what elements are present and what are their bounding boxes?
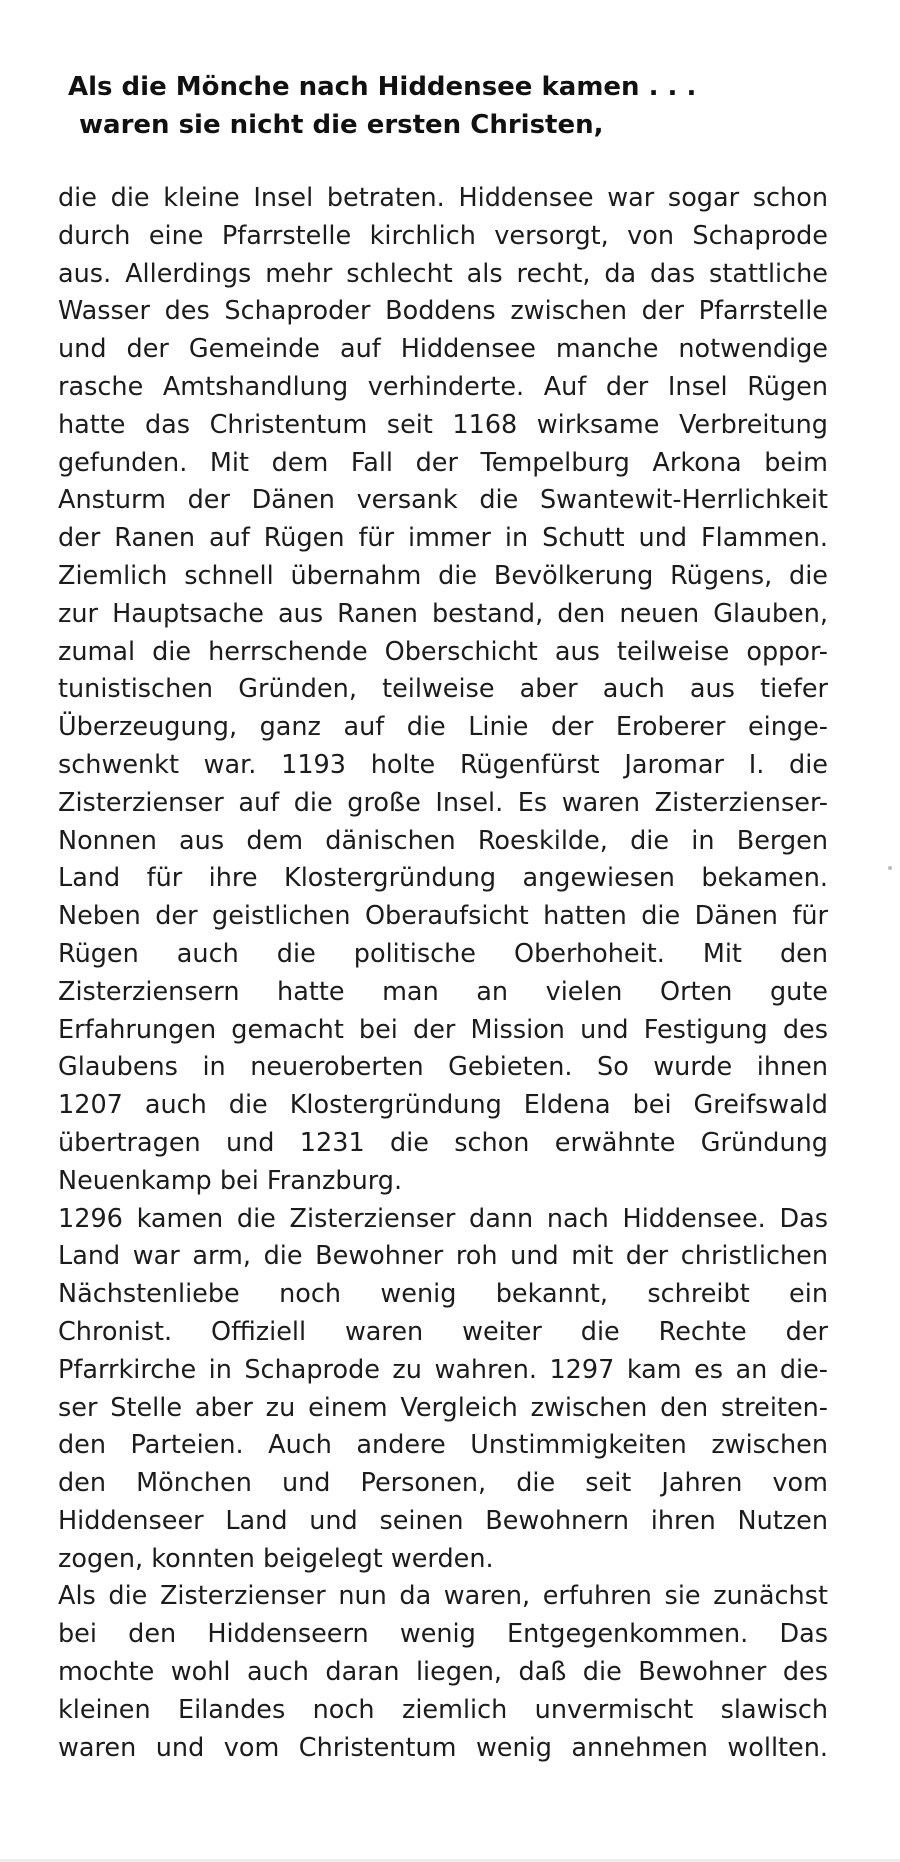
text-line: Wasser des Schaproder Boddens zwischen der Pfarrstelle xyxy=(58,296,828,327)
text-line: zogen, konnten beigelegt werden. xyxy=(58,1543,494,1574)
text-line: Nächstenliebe noch wenig bekannt, schreibt ein xyxy=(58,1279,828,1310)
text-line: Überzeugung, ganz auf die Linie der Eroberer einge- xyxy=(58,712,828,743)
text-line: Chronist. Offiziell waren weiter die Rechte der xyxy=(58,1316,828,1347)
text-line: Zisterzienser auf die große Insel. Es waren Zisterzienser- xyxy=(58,787,828,818)
body-text xyxy=(58,180,828,1767)
text-line: Nonnen aus dem dänischen Roeskilde, die in Bergen xyxy=(58,825,828,856)
text-line: übertragen und 1231 die schon erwähnte Gründung xyxy=(58,1127,828,1158)
text-line: aus. Allerdings mehr schlecht als recht, da das stattliche xyxy=(58,258,828,289)
text-line: rasche Amtshandlung verhinderte. Auf der Insel Rügen xyxy=(58,371,828,402)
text-line: den Parteien. Auch andere Unstimmigkeiten zwischen xyxy=(58,1430,828,1461)
text-line: Ansturm der Dänen versank die Swantewit-Herrlichkeit xyxy=(58,485,828,516)
text-line: 1207 auch die Klostergründung Eldena bei Greifswald xyxy=(58,1090,828,1121)
text-line: ser Stelle aber zu einem Vergleich zwischen den streiten- xyxy=(58,1392,828,1423)
text-line: schwenkt war. 1193 holte Rügenfürst Jaromar I. die xyxy=(58,749,828,780)
heading-line-2: waren sie nicht die ersten Christen, xyxy=(79,110,604,140)
text-line: mochte wohl auch daran liegen, daß die Bewohner des xyxy=(58,1657,828,1688)
text-line: Land für ihre Klostergründung angewiesen bekamen. xyxy=(58,863,828,894)
text-line: Zisterziensern hatte man an vielen Orten gute xyxy=(58,976,828,1007)
text-line: hatte das Christentum seit 1168 wirksame Verbreitung xyxy=(58,409,828,440)
text-line: Rügen auch die politische Oberhoheit. Mit den xyxy=(58,938,828,969)
text-line: tunistischen Gründen, teilweise aber auch aus tiefer xyxy=(58,674,828,705)
text-line: durch eine Pfarrstelle kirchlich versorgt, von Schaprode xyxy=(58,220,828,251)
text-line: der Ranen auf Rügen für immer in Schutt und Flammen. xyxy=(58,523,828,554)
text-line: kleinen Eilandes noch ziemlich unvermischt slawisch xyxy=(58,1694,828,1725)
chapter-heading xyxy=(68,68,868,144)
text-line: Neben der geistlichen Oberaufsicht hatten die Dänen für xyxy=(58,901,828,932)
text-line: Als die Zisterzienser nun da waren, erfuhren sie zunächst xyxy=(58,1581,828,1612)
text-line: zur Hauptsache aus Ranen bestand, den neuen Glauben, xyxy=(58,598,828,629)
text-line: gefunden. Mit dem Fall der Tempelburg Arkona beim xyxy=(58,447,828,478)
text-line: waren und vom Christentum wenig annehmen wollten. xyxy=(58,1732,828,1763)
scan-mark xyxy=(888,866,892,870)
text-line: Erfahrungen gemacht bei der Mission und Festigung des xyxy=(58,1014,828,1045)
text-line: Neuenkamp bei Franzburg. xyxy=(58,1165,403,1196)
text-line: Land war arm, die Bewohner roh und mit der christlichen xyxy=(58,1241,828,1272)
text-line: zumal die herrschende Oberschicht aus teilweise oppor- xyxy=(58,636,828,667)
text-line: Hiddenseer Land und seinen Bewohnern ihren Nutzen xyxy=(58,1505,828,1536)
text-line: Ziemlich schnell übernahm die Bevölkerung Rügens, die xyxy=(58,560,828,591)
text-line: 1296 kamen die Zisterzienser dann nach Hiddensee. Das xyxy=(58,1203,828,1234)
text-line: den Mönchen und Personen, die seit Jahren vom xyxy=(58,1468,828,1499)
text-line: Pfarrkirche in Schaprode zu wahren. 1297 kam es an die- xyxy=(58,1354,828,1385)
text-line: bei den Hiddenseern wenig Entgegenkommen. Das xyxy=(58,1619,828,1650)
text-line: und der Gemeinde auf Hiddensee manche notwendige xyxy=(58,334,828,365)
heading-line-1: Als die Mönche nach Hiddensee kamen . . . xyxy=(68,72,697,102)
text-line: die die kleine Insel betraten. Hiddensee war sogar schon xyxy=(58,183,828,213)
text-line: Glaubens in neueroberten Gebieten. So wurde ihnen xyxy=(58,1052,828,1083)
